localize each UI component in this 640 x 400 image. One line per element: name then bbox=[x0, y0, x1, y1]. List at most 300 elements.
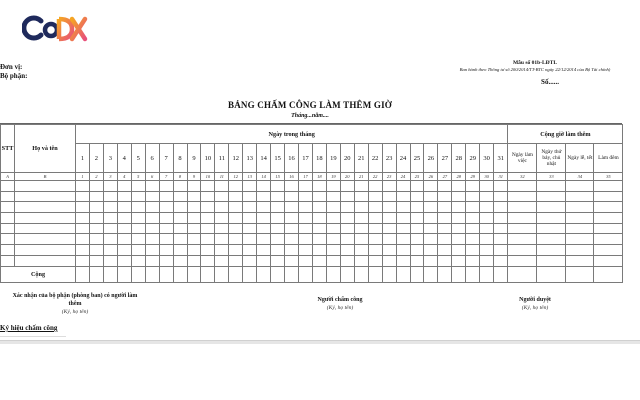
table-cell[interactable] bbox=[131, 223, 145, 234]
total-cell[interactable] bbox=[271, 266, 285, 282]
table-cell[interactable] bbox=[145, 181, 159, 192]
table-cell[interactable] bbox=[299, 202, 313, 213]
table-cell[interactable] bbox=[173, 202, 187, 213]
table-cell[interactable] bbox=[173, 223, 187, 234]
table-cell[interactable] bbox=[438, 202, 452, 213]
table-cell[interactable] bbox=[15, 181, 76, 192]
table-cell[interactable] bbox=[566, 202, 594, 213]
table-cell[interactable] bbox=[76, 202, 90, 213]
table-cell[interactable] bbox=[566, 234, 594, 245]
table-cell[interactable] bbox=[89, 213, 103, 224]
table-cell[interactable] bbox=[566, 191, 594, 202]
table-cell[interactable] bbox=[438, 213, 452, 224]
table-cell[interactable] bbox=[76, 234, 90, 245]
table-cell[interactable] bbox=[131, 202, 145, 213]
table-cell[interactable] bbox=[103, 223, 117, 234]
total-cell[interactable] bbox=[257, 266, 271, 282]
table-cell[interactable] bbox=[131, 191, 145, 202]
table-cell[interactable] bbox=[354, 234, 368, 245]
table-cell[interactable] bbox=[243, 255, 257, 266]
table-cell[interactable] bbox=[103, 234, 117, 245]
table-cell[interactable] bbox=[410, 213, 424, 224]
table-cell[interactable] bbox=[594, 255, 623, 266]
table-cell[interactable] bbox=[494, 213, 508, 224]
table-cell[interactable] bbox=[340, 191, 354, 202]
table-cell[interactable] bbox=[537, 202, 566, 213]
table-cell[interactable] bbox=[103, 213, 117, 224]
table-cell[interactable] bbox=[1, 223, 15, 234]
table-cell[interactable] bbox=[480, 255, 494, 266]
table-cell[interactable] bbox=[354, 213, 368, 224]
table-cell[interactable] bbox=[368, 191, 382, 202]
table-cell[interactable] bbox=[131, 245, 145, 256]
table-cell[interactable] bbox=[354, 202, 368, 213]
table-cell[interactable] bbox=[76, 213, 90, 224]
table-cell[interactable] bbox=[145, 191, 159, 202]
total-cell[interactable] bbox=[354, 266, 368, 282]
table-cell[interactable] bbox=[480, 191, 494, 202]
table-cell[interactable] bbox=[15, 234, 76, 245]
table-cell[interactable] bbox=[285, 213, 299, 224]
table-cell[interactable] bbox=[480, 213, 494, 224]
table-cell[interactable] bbox=[159, 255, 173, 266]
table-cell[interactable] bbox=[508, 202, 537, 213]
table-cell[interactable] bbox=[89, 223, 103, 234]
table-cell[interactable] bbox=[187, 202, 201, 213]
table-cell[interactable] bbox=[271, 223, 285, 234]
table-cell[interactable] bbox=[594, 234, 623, 245]
table-cell[interactable] bbox=[1, 245, 15, 256]
table-cell[interactable] bbox=[438, 234, 452, 245]
table-cell[interactable] bbox=[537, 213, 566, 224]
table-cell[interactable] bbox=[312, 245, 326, 256]
table-cell[interactable] bbox=[354, 191, 368, 202]
table-cell[interactable] bbox=[145, 245, 159, 256]
table-cell[interactable] bbox=[299, 245, 313, 256]
table-cell[interactable] bbox=[15, 202, 76, 213]
table-cell[interactable] bbox=[354, 223, 368, 234]
total-cell[interactable] bbox=[76, 266, 90, 282]
total-cell[interactable] bbox=[452, 266, 466, 282]
table-cell[interactable] bbox=[103, 255, 117, 266]
table-cell[interactable] bbox=[340, 213, 354, 224]
table-cell[interactable] bbox=[382, 191, 396, 202]
table-cell[interactable] bbox=[494, 181, 508, 192]
table-cell[interactable] bbox=[326, 245, 340, 256]
total-cell[interactable] bbox=[243, 266, 257, 282]
table-cell[interactable] bbox=[271, 213, 285, 224]
table-cell[interactable] bbox=[76, 181, 90, 192]
table-cell[interactable] bbox=[271, 255, 285, 266]
table-cell[interactable] bbox=[1, 181, 15, 192]
table-cell[interactable] bbox=[368, 202, 382, 213]
table-cell[interactable] bbox=[508, 181, 537, 192]
table-cell[interactable] bbox=[215, 202, 229, 213]
table-cell[interactable] bbox=[103, 191, 117, 202]
table-cell[interactable] bbox=[215, 255, 229, 266]
table-cell[interactable] bbox=[117, 191, 131, 202]
table-cell[interactable] bbox=[285, 223, 299, 234]
table-cell[interactable] bbox=[271, 245, 285, 256]
table-cell[interactable] bbox=[243, 223, 257, 234]
table-cell[interactable] bbox=[187, 213, 201, 224]
table-cell[interactable] bbox=[537, 181, 566, 192]
table-cell[interactable] bbox=[89, 234, 103, 245]
table-cell[interactable] bbox=[382, 223, 396, 234]
table-cell[interactable] bbox=[396, 213, 410, 224]
table-cell[interactable] bbox=[159, 202, 173, 213]
total-cell[interactable] bbox=[340, 266, 354, 282]
total-cell[interactable] bbox=[424, 266, 438, 282]
table-cell[interactable] bbox=[508, 234, 537, 245]
table-cell[interactable] bbox=[159, 191, 173, 202]
table-cell[interactable] bbox=[594, 202, 623, 213]
table-cell[interactable] bbox=[466, 234, 480, 245]
table-cell[interactable] bbox=[452, 181, 466, 192]
table-cell[interactable] bbox=[424, 234, 438, 245]
table-cell[interactable] bbox=[354, 181, 368, 192]
table-cell[interactable] bbox=[187, 181, 201, 192]
table-cell[interactable] bbox=[1, 234, 15, 245]
table-cell[interactable] bbox=[382, 202, 396, 213]
table-cell[interactable] bbox=[452, 223, 466, 234]
total-cell[interactable] bbox=[159, 266, 173, 282]
table-cell[interactable] bbox=[201, 181, 215, 192]
table-cell[interactable] bbox=[145, 213, 159, 224]
table-cell[interactable] bbox=[452, 234, 466, 245]
table-cell[interactable] bbox=[145, 223, 159, 234]
total-cell[interactable] bbox=[201, 266, 215, 282]
table-cell[interactable] bbox=[566, 255, 594, 266]
table-cell[interactable] bbox=[594, 191, 623, 202]
table-cell[interactable] bbox=[131, 255, 145, 266]
table-cell[interactable] bbox=[145, 202, 159, 213]
table-cell[interactable] bbox=[173, 245, 187, 256]
table-cell[interactable] bbox=[438, 181, 452, 192]
table-cell[interactable] bbox=[368, 213, 382, 224]
table-cell[interactable] bbox=[537, 191, 566, 202]
table-cell[interactable] bbox=[201, 245, 215, 256]
table-cell[interactable] bbox=[424, 223, 438, 234]
table-cell[interactable] bbox=[368, 245, 382, 256]
table-cell[interactable] bbox=[382, 181, 396, 192]
table-cell[interactable] bbox=[271, 234, 285, 245]
table-cell[interactable] bbox=[494, 234, 508, 245]
table-cell[interactable] bbox=[89, 255, 103, 266]
total-cell[interactable] bbox=[326, 266, 340, 282]
table-cell[interactable] bbox=[566, 181, 594, 192]
total-cell[interactable] bbox=[103, 266, 117, 282]
total-cell[interactable] bbox=[594, 266, 623, 282]
table-cell[interactable] bbox=[243, 213, 257, 224]
table-cell[interactable] bbox=[508, 191, 537, 202]
table-cell[interactable] bbox=[89, 191, 103, 202]
table-cell[interactable] bbox=[215, 191, 229, 202]
table-cell[interactable] bbox=[229, 234, 243, 245]
table-cell[interactable] bbox=[508, 223, 537, 234]
table-cell[interactable] bbox=[382, 245, 396, 256]
table-cell[interactable] bbox=[537, 223, 566, 234]
table-cell[interactable] bbox=[145, 234, 159, 245]
table-cell[interactable] bbox=[89, 202, 103, 213]
table-cell[interactable] bbox=[229, 181, 243, 192]
table-cell[interactable] bbox=[1, 202, 15, 213]
table-cell[interactable] bbox=[257, 234, 271, 245]
table-cell[interactable] bbox=[410, 255, 424, 266]
table-cell[interactable] bbox=[299, 213, 313, 224]
table-cell[interactable] bbox=[396, 245, 410, 256]
table-cell[interactable] bbox=[424, 202, 438, 213]
table-cell[interactable] bbox=[396, 223, 410, 234]
table-cell[interactable] bbox=[257, 255, 271, 266]
table-cell[interactable] bbox=[15, 245, 76, 256]
table-cell[interactable] bbox=[354, 245, 368, 256]
total-cell[interactable] bbox=[131, 266, 145, 282]
table-cell[interactable] bbox=[76, 255, 90, 266]
total-cell[interactable] bbox=[410, 266, 424, 282]
table-cell[interactable] bbox=[285, 245, 299, 256]
table-cell[interactable] bbox=[480, 202, 494, 213]
table-cell[interactable] bbox=[326, 202, 340, 213]
table-cell[interactable] bbox=[131, 181, 145, 192]
table-cell[interactable] bbox=[187, 245, 201, 256]
table-cell[interactable] bbox=[466, 202, 480, 213]
table-cell[interactable] bbox=[368, 234, 382, 245]
table-cell[interactable] bbox=[1, 255, 15, 266]
table-cell[interactable] bbox=[285, 255, 299, 266]
total-cell[interactable] bbox=[187, 266, 201, 282]
table-cell[interactable] bbox=[76, 223, 90, 234]
table-cell[interactable] bbox=[466, 255, 480, 266]
table-cell[interactable] bbox=[312, 255, 326, 266]
table-cell[interactable] bbox=[229, 191, 243, 202]
total-cell[interactable] bbox=[299, 266, 313, 282]
table-cell[interactable] bbox=[159, 223, 173, 234]
table-cell[interactable] bbox=[368, 181, 382, 192]
table-cell[interactable] bbox=[340, 202, 354, 213]
total-cell[interactable] bbox=[537, 266, 566, 282]
table-cell[interactable] bbox=[117, 202, 131, 213]
table-cell[interactable] bbox=[410, 202, 424, 213]
table-cell[interactable] bbox=[312, 213, 326, 224]
table-cell[interactable] bbox=[299, 223, 313, 234]
table-cell[interactable] bbox=[312, 234, 326, 245]
table-cell[interactable] bbox=[466, 213, 480, 224]
table-cell[interactable] bbox=[271, 181, 285, 192]
table-cell[interactable] bbox=[326, 191, 340, 202]
table-cell[interactable] bbox=[173, 181, 187, 192]
total-cell[interactable] bbox=[382, 266, 396, 282]
table-cell[interactable] bbox=[410, 223, 424, 234]
table-cell[interactable] bbox=[243, 181, 257, 192]
total-cell[interactable] bbox=[229, 266, 243, 282]
table-cell[interactable] bbox=[173, 213, 187, 224]
table-cell[interactable] bbox=[452, 202, 466, 213]
table-cell[interactable] bbox=[494, 191, 508, 202]
table-cell[interactable] bbox=[285, 234, 299, 245]
table-cell[interactable] bbox=[594, 245, 623, 256]
table-cell[interactable] bbox=[131, 234, 145, 245]
table-cell[interactable] bbox=[410, 191, 424, 202]
table-cell[interactable] bbox=[508, 213, 537, 224]
table-cell[interactable] bbox=[215, 181, 229, 192]
table-cell[interactable] bbox=[566, 213, 594, 224]
table-cell[interactable] bbox=[494, 202, 508, 213]
table-cell[interactable] bbox=[410, 245, 424, 256]
table-cell[interactable] bbox=[173, 234, 187, 245]
table-cell[interactable] bbox=[494, 223, 508, 234]
table-cell[interactable] bbox=[537, 255, 566, 266]
table-cell[interactable] bbox=[159, 245, 173, 256]
table-cell[interactable] bbox=[299, 234, 313, 245]
table-cell[interactable] bbox=[340, 181, 354, 192]
table-cell[interactable] bbox=[285, 202, 299, 213]
table-cell[interactable] bbox=[229, 245, 243, 256]
table-cell[interactable] bbox=[410, 234, 424, 245]
table-cell[interactable] bbox=[76, 191, 90, 202]
total-cell[interactable] bbox=[566, 266, 594, 282]
table-cell[interactable] bbox=[271, 191, 285, 202]
table-cell[interactable] bbox=[340, 245, 354, 256]
table-cell[interactable] bbox=[117, 255, 131, 266]
table-cell[interactable] bbox=[187, 234, 201, 245]
table-cell[interactable] bbox=[326, 213, 340, 224]
table-cell[interactable] bbox=[537, 245, 566, 256]
table-cell[interactable] bbox=[187, 191, 201, 202]
table-cell[interactable] bbox=[215, 234, 229, 245]
table-cell[interactable] bbox=[452, 191, 466, 202]
table-cell[interactable] bbox=[89, 181, 103, 192]
table-cell[interactable] bbox=[537, 234, 566, 245]
table-cell[interactable] bbox=[299, 181, 313, 192]
table-cell[interactable] bbox=[243, 245, 257, 256]
table-cell[interactable] bbox=[215, 223, 229, 234]
table-cell[interactable] bbox=[480, 234, 494, 245]
table-cell[interactable] bbox=[201, 191, 215, 202]
table-cell[interactable] bbox=[117, 223, 131, 234]
table-cell[interactable] bbox=[1, 213, 15, 224]
table-cell[interactable] bbox=[215, 245, 229, 256]
table-cell[interactable] bbox=[243, 234, 257, 245]
table-cell[interactable] bbox=[257, 213, 271, 224]
table-cell[interactable] bbox=[326, 181, 340, 192]
table-cell[interactable] bbox=[312, 202, 326, 213]
table-cell[interactable] bbox=[117, 245, 131, 256]
table-cell[interactable] bbox=[312, 181, 326, 192]
table-cell[interactable] bbox=[243, 191, 257, 202]
table-cell[interactable] bbox=[299, 255, 313, 266]
table-cell[interactable] bbox=[594, 223, 623, 234]
table-cell[interactable] bbox=[396, 255, 410, 266]
table-cell[interactable] bbox=[424, 255, 438, 266]
table-cell[interactable] bbox=[299, 191, 313, 202]
table-cell[interactable] bbox=[566, 245, 594, 256]
table-cell[interactable] bbox=[117, 181, 131, 192]
table-cell[interactable] bbox=[480, 245, 494, 256]
table-cell[interactable] bbox=[466, 191, 480, 202]
table-cell[interactable] bbox=[201, 234, 215, 245]
table-cell[interactable] bbox=[566, 223, 594, 234]
table-cell[interactable] bbox=[159, 213, 173, 224]
table-cell[interactable] bbox=[201, 202, 215, 213]
total-cell[interactable] bbox=[368, 266, 382, 282]
table-cell[interactable] bbox=[201, 223, 215, 234]
table-cell[interactable] bbox=[312, 223, 326, 234]
table-cell[interactable] bbox=[382, 255, 396, 266]
table-cell[interactable] bbox=[103, 181, 117, 192]
total-cell[interactable] bbox=[494, 266, 508, 282]
total-cell[interactable] bbox=[89, 266, 103, 282]
total-cell[interactable] bbox=[117, 266, 131, 282]
table-cell[interactable] bbox=[424, 191, 438, 202]
total-cell[interactable] bbox=[145, 266, 159, 282]
table-cell[interactable] bbox=[15, 255, 76, 266]
table-cell[interactable] bbox=[354, 255, 368, 266]
table-cell[interactable] bbox=[89, 245, 103, 256]
total-cell[interactable] bbox=[215, 266, 229, 282]
table-cell[interactable] bbox=[173, 191, 187, 202]
table-cell[interactable] bbox=[452, 245, 466, 256]
table-cell[interactable] bbox=[396, 202, 410, 213]
table-cell[interactable] bbox=[494, 255, 508, 266]
table-cell[interactable] bbox=[229, 202, 243, 213]
table-cell[interactable] bbox=[480, 223, 494, 234]
table-cell[interactable] bbox=[187, 255, 201, 266]
table-cell[interactable] bbox=[257, 245, 271, 256]
table-cell[interactable] bbox=[201, 255, 215, 266]
table-cell[interactable] bbox=[382, 234, 396, 245]
table-cell[interactable] bbox=[257, 223, 271, 234]
total-cell[interactable] bbox=[285, 266, 299, 282]
table-cell[interactable] bbox=[494, 245, 508, 256]
table-cell[interactable] bbox=[452, 213, 466, 224]
table-cell[interactable] bbox=[326, 255, 340, 266]
table-cell[interactable] bbox=[466, 181, 480, 192]
table-cell[interactable] bbox=[103, 202, 117, 213]
table-cell[interactable] bbox=[326, 223, 340, 234]
table-cell[interactable] bbox=[508, 245, 537, 256]
table-cell[interactable] bbox=[285, 181, 299, 192]
table-cell[interactable] bbox=[594, 213, 623, 224]
table-cell[interactable] bbox=[508, 255, 537, 266]
table-cell[interactable] bbox=[76, 245, 90, 256]
table-cell[interactable] bbox=[229, 213, 243, 224]
table-cell[interactable] bbox=[452, 255, 466, 266]
table-cell[interactable] bbox=[396, 191, 410, 202]
table-cell[interactable] bbox=[466, 245, 480, 256]
table-cell[interactable] bbox=[271, 202, 285, 213]
table-cell[interactable] bbox=[396, 181, 410, 192]
table-cell[interactable] bbox=[424, 245, 438, 256]
table-cell[interactable] bbox=[243, 202, 257, 213]
table-cell[interactable] bbox=[187, 223, 201, 234]
table-cell[interactable] bbox=[594, 181, 623, 192]
table-cell[interactable] bbox=[15, 191, 76, 202]
total-cell[interactable] bbox=[396, 266, 410, 282]
table-cell[interactable] bbox=[340, 223, 354, 234]
table-cell[interactable] bbox=[229, 223, 243, 234]
total-cell[interactable] bbox=[466, 266, 480, 282]
table-cell[interactable] bbox=[15, 223, 76, 234]
table-cell[interactable] bbox=[201, 213, 215, 224]
table-cell[interactable] bbox=[117, 234, 131, 245]
table-cell[interactable] bbox=[285, 191, 299, 202]
table-cell[interactable] bbox=[368, 255, 382, 266]
table-cell[interactable] bbox=[257, 181, 271, 192]
table-cell[interactable] bbox=[466, 223, 480, 234]
table-cell[interactable] bbox=[424, 181, 438, 192]
table-cell[interactable] bbox=[159, 234, 173, 245]
